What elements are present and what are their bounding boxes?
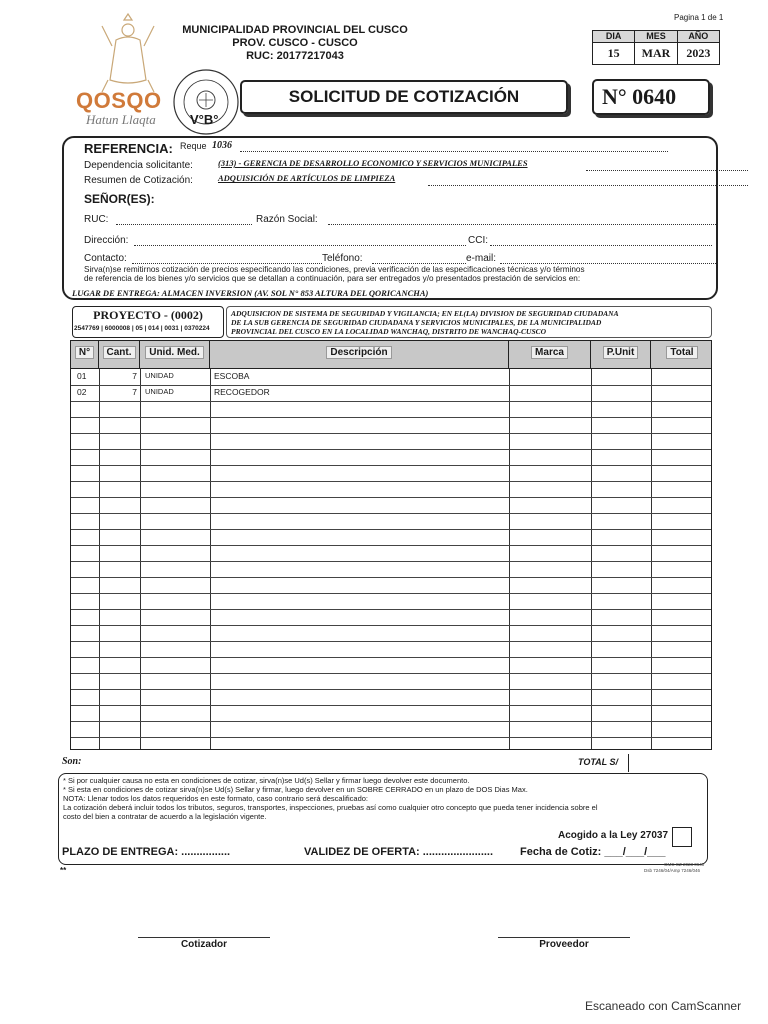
form-code-2: Dsb 7246/04/Amp 7246/046: [644, 868, 701, 873]
date-day: 15: [593, 43, 635, 64]
row-2-unit: UNIDAD: [145, 387, 174, 396]
column-header-punit: P.Unit: [591, 341, 651, 369]
referencia-value: 1036: [212, 140, 232, 151]
logo-subtext: Hatun Llaqta: [86, 112, 156, 127]
table-row-line: [71, 705, 711, 706]
resumen-dotted-line: [428, 185, 748, 186]
table-row-line: [71, 625, 711, 626]
cci-label: CCI:: [468, 235, 488, 246]
referencia-dotted-line: [240, 151, 668, 152]
email-label: e-mail:: [466, 253, 497, 264]
date-header-day: DIA: [593, 31, 635, 43]
ley-27037-label: Acogido a la Ley 27037: [558, 830, 669, 841]
column-divider: [210, 369, 211, 749]
table-row-line: [71, 737, 711, 738]
project-description-line-3: PROVINCIAL DEL CUSCO EN LA LOCALIDAD WANCHAQ, DISTRITO DE WANCHAQ-CUSCO: [231, 327, 547, 336]
total-row: [62, 754, 712, 774]
stamp-vobo: V°B°: [190, 112, 219, 127]
dependencia-label: Dependencia solicitante:: [84, 160, 193, 171]
column-divider: [140, 369, 141, 749]
logo-text: QOSQO: [76, 88, 162, 113]
razon-social-field: [328, 224, 716, 225]
ley-27037-checkbox: [672, 827, 692, 847]
total-label: TOTAL S/: [578, 757, 619, 767]
institution-header: [150, 24, 440, 63]
contacto-label: Contacto:: [84, 253, 127, 264]
senores-label: SEÑOR(ES):: [84, 192, 155, 206]
table-row-line: [71, 433, 711, 434]
column-header-total: Total: [651, 341, 712, 369]
table-row-line: [71, 545, 711, 546]
dependencia-dotted-line: [586, 170, 748, 171]
son-label: Son:: [62, 756, 82, 767]
instructions-text: [84, 265, 712, 283]
project-codes: 2547769 | 6000008 | 05 | 014 | 0031 | 0370224: [74, 325, 210, 332]
logistics-stamp: [168, 64, 248, 140]
project-description: [226, 306, 712, 338]
date-month: MAR: [635, 43, 677, 64]
referencia-label: REFERENCIA:: [84, 141, 173, 156]
date-header-year: AÑO: [678, 31, 719, 43]
institution-province: PROV. CUSCO - CUSCO: [232, 37, 358, 49]
table-row-line: [71, 449, 711, 450]
project-box: [72, 306, 224, 338]
table-row-line: [71, 641, 711, 642]
date-box: [592, 30, 720, 65]
telefono-label: Teléfono:: [322, 253, 363, 264]
date-header-month: MES: [635, 31, 677, 43]
table-row-line: [71, 513, 711, 514]
document-number: N° 0640: [592, 79, 710, 115]
row-2-quantity: 7: [132, 387, 137, 397]
note-line-2: * Si esta en condiciones de cotizar sirva(n)se Ud(s) Sellar y firmar, luego devolver en un SOBRE CERRADO en un plazo de DOS Dias Max.: [63, 785, 528, 794]
table-row-line: [71, 497, 711, 498]
date-year: 2023: [686, 46, 711, 60]
note-line-3: NOTA: Llenar todos los datos requeridos en este formato, caso contrario será descalificado:: [63, 794, 369, 803]
table-row-line: [71, 561, 711, 562]
row-1-description: ESCOBA: [214, 371, 250, 381]
column-header-descripcion: Descripción: [210, 341, 509, 369]
project-label: PROYECTO - (0002): [93, 308, 203, 322]
footnote-stars: **: [60, 866, 67, 875]
validez-oferta: VALIDEZ DE OFERTA: .......................: [304, 846, 494, 858]
instructions-line-1: Sirva(n)se remitirnos cotización de precios especificando las condiciones, previa verificación de las especificaciones técnicas y/o términos: [84, 265, 585, 274]
fecha-cotizacion: Fecha de Cotiz: ___/___/___: [520, 846, 666, 858]
total-amount-field: [628, 754, 712, 772]
plazo-entrega: PLAZO DE ENTREGA: ................: [62, 846, 231, 858]
table-row-line: [71, 529, 711, 530]
razon-social-label: Razón Social:: [256, 214, 318, 225]
dependencia-value: (313) - GERENCIA DE DESARROLLO ECONOMICO Y SERVICIOS MUNICIPALES: [218, 158, 528, 168]
resumen-value: ADQUISICIÓN DE ARTÍCULOS DE LIMPIEZA: [218, 173, 396, 183]
column-divider: [651, 369, 652, 749]
column-divider: [591, 369, 592, 749]
table-row-line: [71, 657, 711, 658]
project-description-line-1: ADQUISICION DE SISTEMA DE SEGURIDAD Y VIGILANCIA; EN EL(LA) DIVISION DE SEGURIDAD CIUDADANA: [231, 309, 619, 318]
table-row-line: [71, 673, 711, 674]
proveedor-signature: Proveedor: [498, 937, 630, 950]
lugar-entrega: LUGAR DE ENTREGA: ALMACEN INVERSION (AV. SOL N° 853 ALTURA DEL QORICANCHA): [72, 288, 429, 298]
table-row-line: [71, 577, 711, 578]
referencia-prefix: Reque: [180, 141, 207, 151]
note-line-1: * Si por cualquier causa no esta en condiciones de cotizar, sirva(n)se Ud(s) Sellar y firmar luego devolver este documento.: [63, 776, 470, 785]
direccion-field: [134, 245, 466, 246]
column-header-cant: Cant.: [99, 341, 140, 369]
page-indicator: Pagina 1 de 1: [674, 13, 724, 22]
row-1-quantity: 7: [132, 371, 137, 381]
row-1-number: 01: [77, 371, 87, 381]
column-header-unidad: Unid. Med.: [140, 341, 210, 369]
ruc-label: RUC:: [84, 214, 109, 225]
institution-name: MUNICIPALIDAD PROVINCIAL DEL CUSCO: [182, 24, 408, 36]
form-code-1: GMC CZ 2023 0640: [664, 862, 705, 867]
row-2-description: RECOGEDOR: [214, 387, 270, 397]
row-1-unit: UNIDAD: [145, 371, 174, 380]
items-table: [70, 340, 712, 750]
column-header-marca: Marca: [509, 341, 591, 369]
contacto-field: [132, 263, 322, 264]
column-header-n: N°: [71, 341, 99, 369]
table-row-line: [71, 417, 711, 418]
table-row-line: [71, 593, 711, 594]
table-row-line: [71, 689, 711, 690]
row-2-number: 02: [77, 387, 87, 397]
direccion-label: Dirección:: [84, 235, 129, 246]
resumen-label: Resumen de Cotización:: [84, 175, 193, 186]
telefono-field: [372, 263, 466, 264]
document-title: SOLICITUD DE COTIZACIÓN: [240, 80, 568, 114]
table-row-line: [71, 401, 711, 402]
cci-field: [490, 245, 712, 246]
email-field: [500, 263, 716, 264]
note-line-4: La cotización deberá incluir todos los tributos, seguros, transportes, inspecciones, pruebas así como cualquier otro concepto que pueda tener incidencia sobre el: [63, 803, 598, 812]
table-row-line: [71, 721, 711, 722]
institution-ruc: RUC: 20177217043: [246, 50, 344, 62]
instructions-line-2: de referencia de los bienes y/o servicios que se detallan a continuación, para ser entregados y/o presentados prestación de servicios en:: [84, 274, 581, 283]
project-description-line-2: DE LA SUB GERENCIA DE SEGURIDAD CIUDADANA Y SERVICIOS MUNICIPALES, DE LA MUNICIPALIDAD: [231, 318, 602, 327]
note-line-5: costo del bien a contratar de acuerdo a la legislación vigente.: [63, 812, 267, 821]
cotizador-signature: Cotizador: [138, 937, 270, 950]
ruc-field: [116, 224, 252, 225]
table-row-line: [71, 465, 711, 466]
table-row-line: [71, 609, 711, 610]
scanner-watermark: Escaneado con CamScanner: [585, 999, 742, 1013]
table-row-line: [71, 481, 711, 482]
column-divider: [99, 369, 100, 749]
column-divider: [509, 369, 510, 749]
